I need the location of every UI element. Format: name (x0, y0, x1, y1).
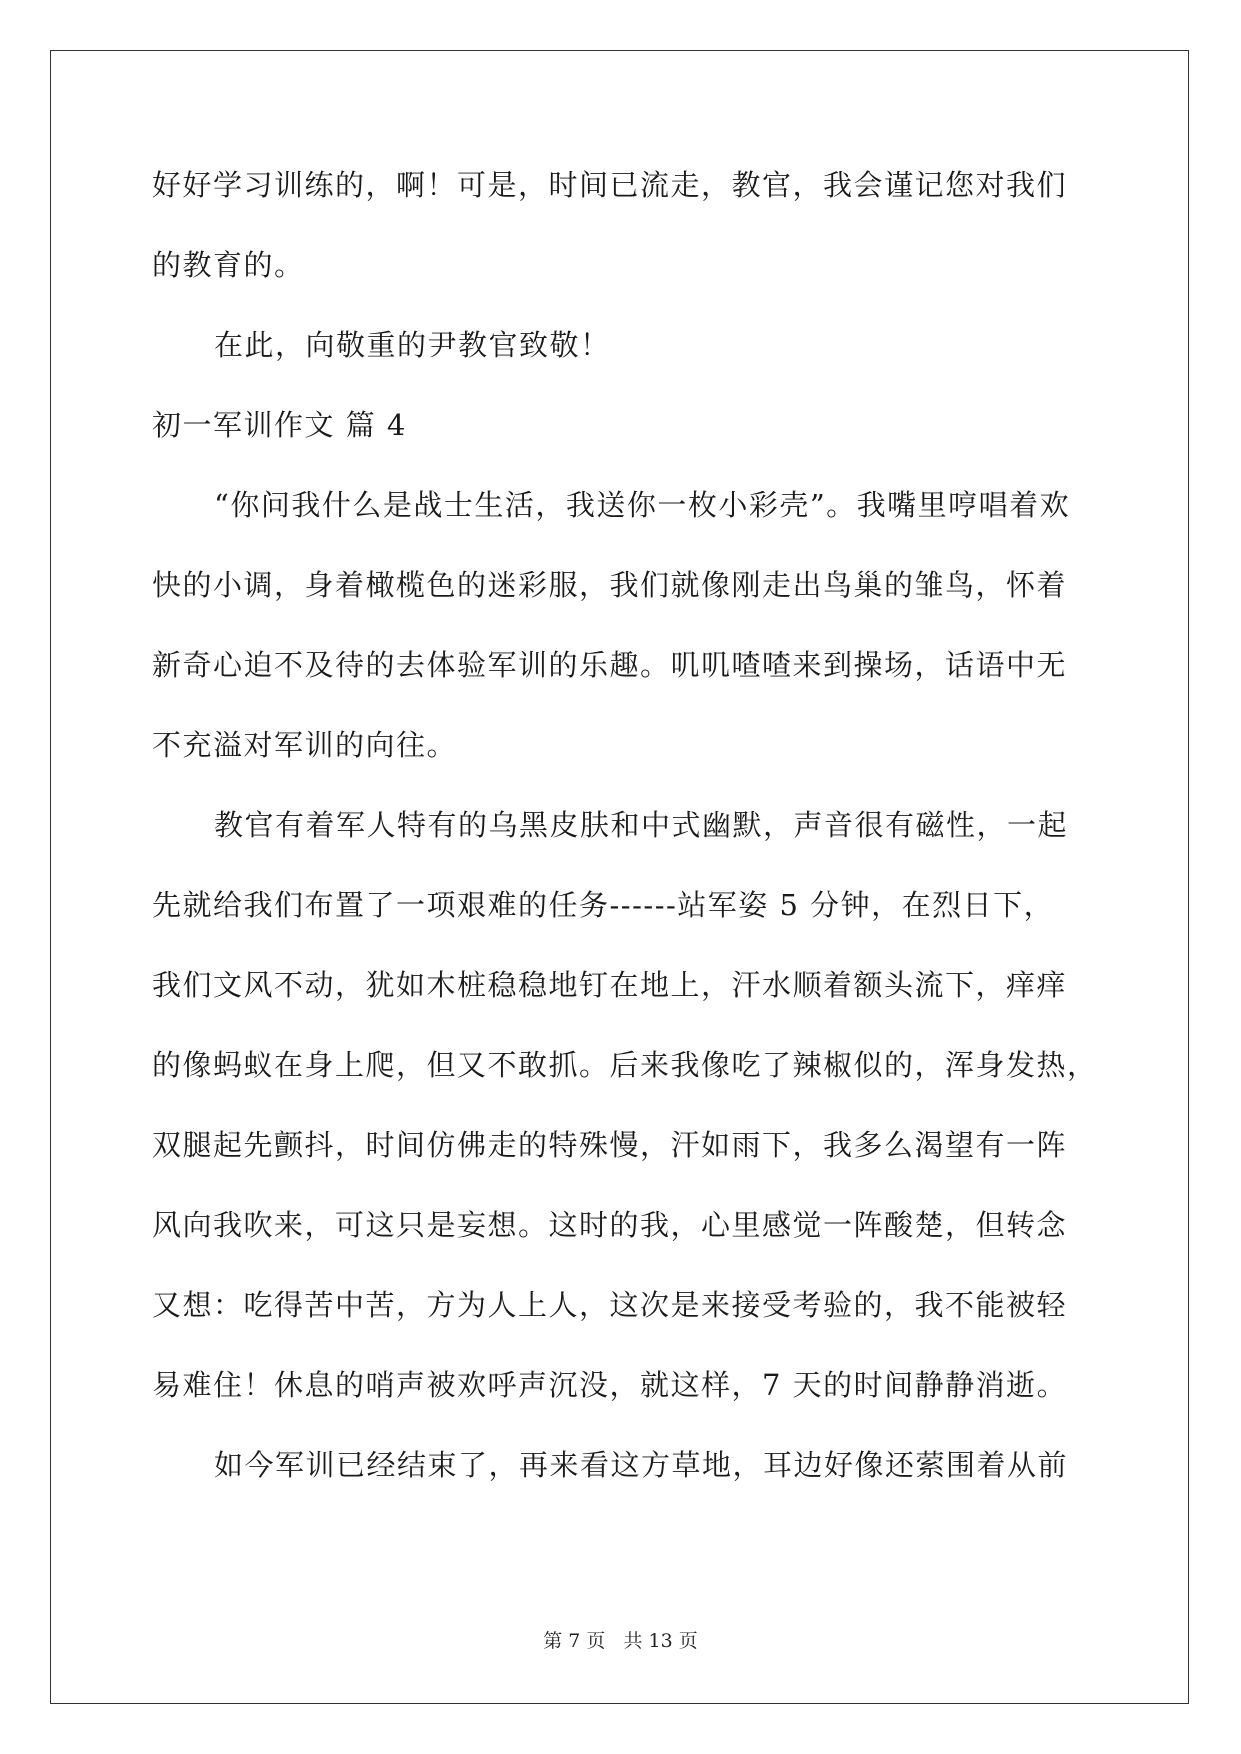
text-line: 先就给我们布置了一项艰难的任务------站军姿 5 分钟，在烈日下， (152, 888, 1055, 922)
text-line: 风向我吹来，可这只是妄想。这时的我，心里感觉一阵酸楚，但转念 (152, 1208, 1068, 1242)
text-line: 易难住！休息的哨声被欢呼声沉没，就这样，7 天的时间静静消逝。 (152, 1368, 1068, 1402)
text-line: 又想：吃得苦中苦，方为人上人，这次是来接受考验的，我不能被轻 (152, 1288, 1068, 1322)
text-line: 的像蚂蚁在身上爬，但又不敢抓。后来我像吃了辣椒似的，浑身发热， (152, 1048, 1098, 1082)
text-line: 的教育的。 (152, 248, 305, 282)
text-line: 教官有着军人特有的乌黑皮肤和中式幽默，声音很有磁性，一起 (214, 808, 1069, 842)
text-line: 不充溢对军训的向往。 (152, 728, 458, 762)
text-line: 如今军训已经结束了，再来看这方草地，耳边好像还萦围着从前 (214, 1448, 1069, 1482)
text-line: 我们文风不动，犹如木桩稳稳地钉在地上，汗水顺着额头流下，痒痒 (152, 968, 1068, 1002)
text-line: 快的小调，身着橄榄色的迷彩服，我们就像刚走出鸟巢的雏鸟，怀着 (152, 568, 1068, 602)
text-line: 在此，向敬重的尹教官致敬！ (214, 328, 611, 362)
page-number-footer: 第 7 页 共 13 页 (543, 1630, 698, 1652)
document-body (152, 160, 1112, 1520)
text-line: 好好学习训练的，啊！可是，时间已流走，教官，我会谨记您对我们 (152, 168, 1068, 202)
text-line: 双腿起先颤抖，时间仿佛走的特殊慢，汗如雨下，我多么渴望有一阵 (152, 1128, 1068, 1162)
section-heading: 初一军训作文 篇 4 (152, 408, 407, 442)
text-line: “你问我什么是战士生活，我送你一枚小彩壳”。我嘴里哼唱着欢 (214, 488, 1071, 522)
text-line: 新奇心迫不及待的去体验军训的乐趣。叽叽喳喳来到操场，话语中无 (152, 648, 1068, 682)
